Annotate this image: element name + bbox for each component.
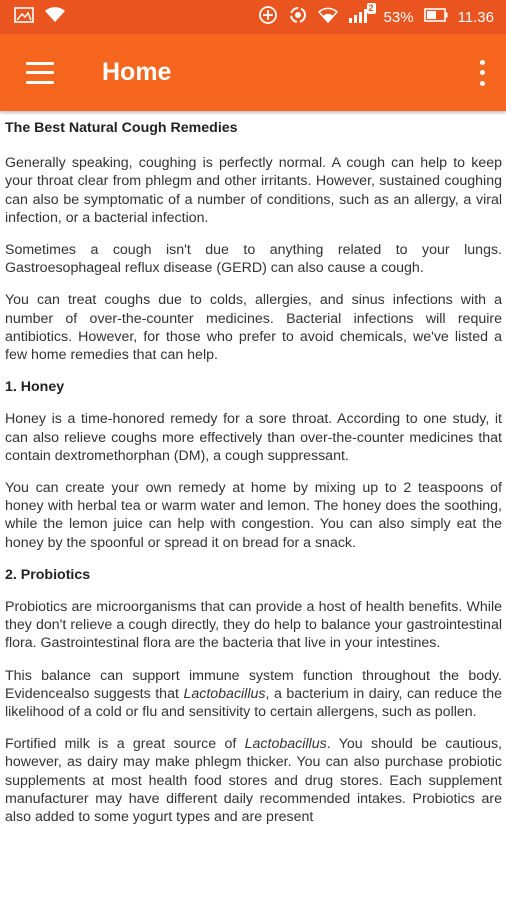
status-right: [258, 5, 494, 29]
wifi-icon: [44, 7, 66, 27]
image-icon: [14, 7, 34, 27]
battery-percent: 53%: [383, 8, 414, 26]
hamburger-menu-icon[interactable]: [26, 62, 54, 84]
emphasis-text: Lactobacillus: [183, 685, 266, 702]
article-paragraph: Sometimes a cough isn't due to anything related to your lungs. Gastroesophageal reflux disease (GERD) can also cause a cough.: [5, 242, 502, 277]
status-left: [14, 7, 66, 27]
paragraph-text: Fortified milk is a great source of: [5, 736, 245, 753]
section-heading-probiotics: 2. Probiotics: [5, 566, 91, 583]
sim-badge: 2: [368, 3, 374, 13]
paragraph-text: This balance can support immune system function throughout the body. Evidencealso suggests that: [5, 667, 502, 702]
article-paragraph: Probiotics are microorganisms that can provide a host of health benefits. While they don't relieve a cough directly, they do help to balance your gastrointestinal flora. Gastrointestinal flora are the bacteria that live in your intestines.: [5, 599, 502, 652]
article-paragraph: [5, 667, 502, 722]
section-heading-honey: 1. Honey: [5, 379, 65, 396]
paragraph-text: , a bacterium in dairy, can reduce the likelihood of a cold or flu and sensitivity to certain allergens, such as pollen.: [5, 685, 503, 721]
sync-icon: [288, 5, 308, 29]
article-content: [0, 111, 506, 900]
article-title: The Best Natural Cough Remedies: [5, 120, 238, 136]
more-vert-icon[interactable]: [476, 60, 488, 86]
article-paragraph: [5, 735, 502, 826]
article-paragraph: Honey is a time-honored remedy for a sore throat. According to one study, it can also relieve coughs more effectively than over-the-counter medicines that contain dextromethorphan (DM), a cough suppressant.: [5, 411, 502, 464]
emphasis-text: Lactobacillus: [244, 736, 327, 753]
status-bar: [0, 0, 506, 34]
paragraph-text: . You should be cautious, however, as dairy may make phlegm thicker. You can also purchase probiotic supplements at most health food stores and drug stores. Each supplement manufacturer may have different daily recommended intakes. Probiotics are also added to some yogurt types and are present: [5, 736, 502, 826]
wifi-signal-icon: [318, 7, 338, 27]
clock-time: 11.36: [457, 8, 494, 26]
article-paragraph: You can treat coughs due to colds, allergies, and sinus infections with a number of over-the-counter medicines. Bacterial infections will require antibiotics. However, for those who prefer to avoid chemicals, we've listed a few home remedies that can help.: [5, 292, 502, 364]
cellular-signal-icon: [348, 3, 374, 28]
article-paragraph: You can create your own remedy at home by mixing up to 2 teaspoons of honey with herbal tea or warm water and lemon. The honey does the soothing, while the lemon juice can help with congestion. You can also simply eat the honey by the spoonful or spread it on bread for a snack.: [5, 480, 502, 551]
app-bar: [0, 34, 506, 111]
page-title: Home: [102, 58, 172, 86]
battery-icon: [424, 8, 448, 26]
article-paragraph: Generally speaking, coughing is perfectly normal. A cough can help to keep your throat clear from phlegm and other irritants. However, sustained coughing can also be symptomatic of a number of conditions, such as an allergy, a viral infection, or a bacterial infection.: [5, 155, 502, 226]
add-circle-icon: [258, 5, 278, 29]
